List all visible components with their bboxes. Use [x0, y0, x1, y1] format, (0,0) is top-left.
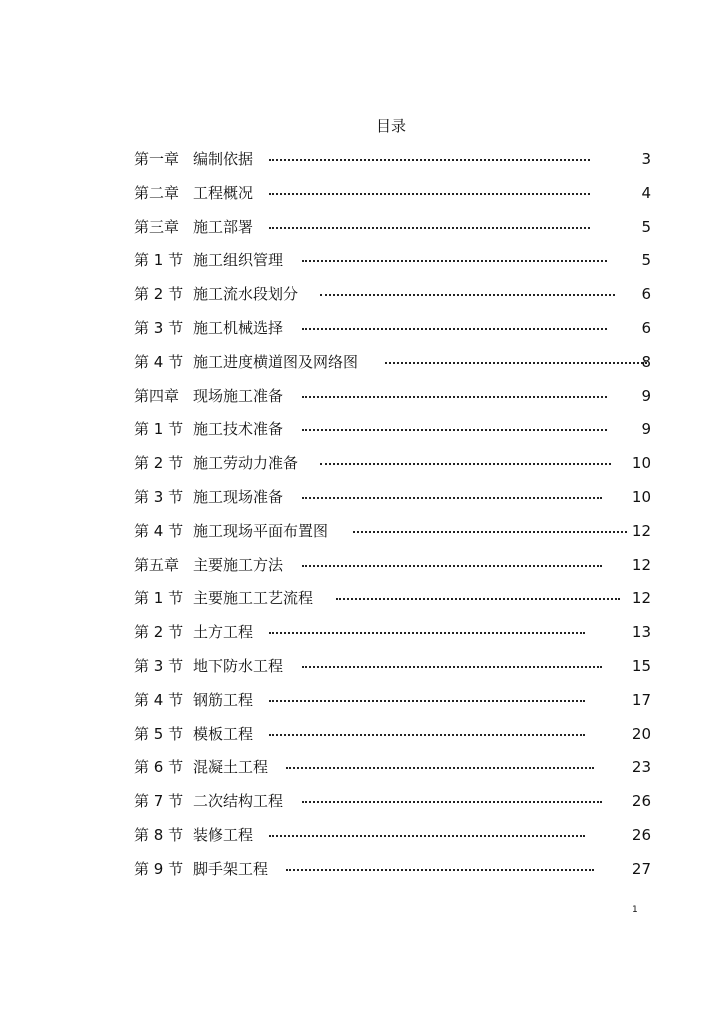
toc-entry[interactable]: [134, 620, 651, 654]
toc-entry-title: 土方工程: [193, 623, 254, 642]
toc-entry[interactable]: [134, 789, 651, 823]
toc-entry[interactable]: [134, 654, 651, 688]
toc-entry[interactable]: [134, 722, 651, 756]
toc-dot-leader: [269, 732, 585, 736]
toc-entry-page: 13: [631, 623, 651, 642]
toc-entry-number: 第 9 节: [134, 859, 184, 878]
toc-entry-number: 第 6 节: [134, 758, 184, 777]
toc-entry-number: 第 1 节: [134, 420, 184, 439]
toc-entry[interactable]: [134, 755, 651, 789]
toc-entry-title: 施工组织管理: [193, 251, 284, 270]
toc-entry[interactable]: [134, 417, 651, 451]
toc-entry-page: 26: [631, 825, 651, 844]
toc-entry[interactable]: [134, 586, 651, 620]
toc-dot-leader: [336, 596, 620, 600]
toc-entry[interactable]: [134, 316, 651, 350]
toc-dot-leader: [302, 326, 607, 330]
toc-entry-number: 第 2 节: [134, 454, 184, 473]
toc-dot-leader: [302, 664, 602, 668]
toc-entry-number: 第 2 节: [134, 285, 184, 304]
toc-dot-leader: [385, 360, 647, 364]
toc-entry[interactable]: [134, 553, 651, 587]
toc-dot-leader: [269, 630, 585, 634]
toc-entry[interactable]: [134, 215, 651, 249]
toc-entry-number: 第 3 节: [134, 656, 184, 675]
toc-dot-leader: [302, 427, 607, 431]
toc-entry-title: 施工流水段划分: [193, 285, 299, 304]
toc-entry-page: 26: [631, 792, 651, 811]
toc-entry-number: 第 1 节: [134, 589, 184, 608]
toc-entry[interactable]: [134, 282, 651, 316]
toc-entry-title: 施工技术准备: [193, 420, 284, 439]
toc-entry-page: 12: [631, 589, 651, 608]
toc-entry-number: 第 2 节: [134, 623, 184, 642]
toc-entry-title: 施工部署: [193, 217, 254, 236]
toc-entry[interactable]: [134, 350, 651, 384]
toc-entry-page: 8: [641, 352, 651, 371]
toc-dot-leader: [269, 833, 585, 837]
toc-entry-title: 施工进度横道图及网络图: [193, 352, 359, 371]
toc-entry-number: 第 4 节: [134, 521, 184, 540]
toc-entry-title: 脚手架工程: [193, 859, 269, 878]
toc-entry-page: 9: [641, 420, 651, 439]
toc-entry[interactable]: [134, 485, 651, 519]
toc-list: [134, 147, 651, 891]
toc-entry-title: 地下防水工程: [193, 656, 284, 675]
toc-entry-title: 现场施工准备: [193, 386, 284, 405]
toc-title: 目录: [375, 117, 406, 135]
toc-entry-number: 第五章: [134, 555, 180, 574]
toc-entry-page: 27: [631, 859, 651, 878]
toc-entry-page: 20: [631, 724, 651, 743]
toc-entry[interactable]: [134, 248, 651, 282]
toc-dot-leader: [302, 495, 602, 499]
toc-entry-page: 3: [641, 150, 651, 168]
toc-entry-number: 第四章: [134, 386, 180, 405]
toc-entry-title: 编制依据: [193, 150, 254, 168]
toc-entry-page: 5: [641, 251, 651, 270]
toc-entry-title: 施工机械选择: [193, 318, 284, 337]
footer-page-number: 1: [632, 905, 638, 915]
toc-entry[interactable]: [134, 519, 651, 553]
toc-entry-number: 第二章: [134, 183, 180, 202]
toc-entry-title: 主要施工工艺流程: [193, 589, 314, 608]
toc-dot-leader: [269, 157, 590, 161]
toc-entry-page: 23: [631, 758, 651, 777]
toc-entry-number: 第 7 节: [134, 792, 184, 811]
toc-entry-page: 15: [631, 656, 651, 675]
toc-entry-number: 第 3 节: [134, 318, 184, 337]
toc-entry-title: 施工劳动力准备: [193, 454, 299, 473]
toc-entry-number: 第一章: [134, 150, 180, 168]
toc-dot-leader: [320, 292, 615, 296]
toc-entry-number: 第 5 节: [134, 724, 184, 743]
toc-dot-leader: [320, 461, 611, 465]
toc-dot-leader: [286, 765, 594, 769]
toc-entry-page: 4: [641, 183, 651, 202]
toc-entry[interactable]: [134, 688, 651, 722]
toc-dot-leader: [302, 563, 602, 567]
toc-dot-leader: [302, 258, 607, 262]
toc-entry-page: 12: [631, 555, 651, 574]
toc-dot-leader: [302, 394, 607, 398]
toc-entry-page: 17: [631, 690, 651, 709]
toc-entry[interactable]: [134, 147, 651, 181]
toc-entry-page: 10: [631, 487, 651, 506]
toc-entry-number: 第 8 节: [134, 825, 184, 844]
toc-entry[interactable]: [134, 181, 651, 215]
toc-entry[interactable]: [134, 451, 651, 485]
toc-dot-leader: [269, 698, 585, 702]
toc-entry-title: 工程概况: [193, 183, 254, 202]
toc-entry-page: 12: [631, 521, 651, 540]
toc-entry[interactable]: [134, 823, 651, 857]
toc-dot-leader: [269, 225, 590, 229]
toc-entry[interactable]: [134, 384, 651, 418]
toc-entry-page: 10: [631, 454, 651, 473]
toc-entry-number: 第 1 节: [134, 251, 184, 270]
toc-entry-page: 6: [641, 318, 651, 337]
toc-dot-leader: [353, 529, 627, 533]
toc-dot-leader: [269, 191, 590, 195]
toc-entry-title: 装修工程: [193, 825, 254, 844]
toc-entry-number: 第 4 节: [134, 690, 184, 709]
toc-entry[interactable]: [134, 857, 651, 891]
toc-dot-leader: [286, 867, 594, 871]
toc-entry-title: 模板工程: [193, 724, 254, 743]
toc-entry-page: 6: [641, 285, 651, 304]
toc-entry-title: 钢筋工程: [193, 690, 254, 709]
toc-entry-page: 5: [641, 217, 651, 236]
toc-entry-title: 主要施工方法: [193, 555, 284, 574]
toc-dot-leader: [302, 799, 602, 803]
toc-entry-number: 第 3 节: [134, 487, 184, 506]
toc-entry-page: 9: [641, 386, 651, 405]
toc-entry-number: 第 4 节: [134, 352, 184, 371]
toc-entry-number: 第三章: [134, 217, 180, 236]
toc-entry-title: 施工现场准备: [193, 487, 284, 506]
toc-entry-title: 混凝土工程: [193, 758, 269, 777]
toc-entry-title: 二次结构工程: [193, 792, 284, 811]
toc-entry-title: 施工现场平面布置图: [193, 521, 329, 540]
